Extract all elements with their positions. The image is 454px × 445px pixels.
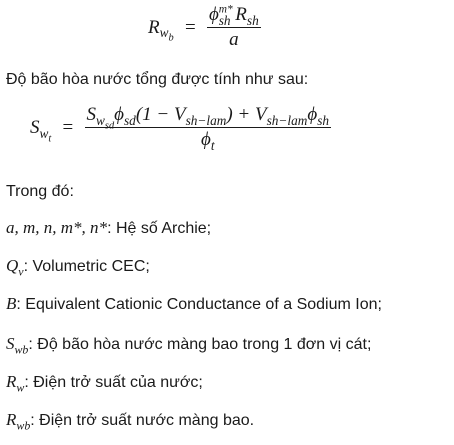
eq-rwb-denominator: a (229, 29, 239, 50)
eq-rwb-fraction (207, 4, 261, 51)
eq-swt-equals: = (62, 116, 74, 138)
definition-description: : Volumetric CEC; (23, 258, 150, 275)
eq-rwb-lhs: $R_{w_b}$ (148, 16, 174, 44)
definition-symbol: $R_w$ (6, 372, 25, 395)
eq-rwb-equals: = (184, 16, 196, 38)
eq-swt-denominator: $\phi_t$ (201, 129, 215, 154)
where-heading: Trong đó: (6, 183, 74, 200)
definition-symbol: $Q_v$ (6, 256, 24, 279)
eq-rwb-numerator: $\phi^{m*}_{sh}$ $R_{sh}$ (208, 3, 259, 28)
definition-item (6, 372, 203, 393)
eq-swt-lhs: $S_{w_t}$ (30, 116, 52, 145)
intro-text: Độ bão hòa nước tổng được tính như sau: (6, 71, 309, 88)
definition-item (6, 294, 382, 315)
definition-description: : Điện trở suất nước màng bao. (30, 412, 255, 429)
definition-symbol: a, m, n, m*, n* (6, 218, 108, 237)
definition-item (6, 256, 150, 277)
eq-swt-numerator: $S_{w_{sd}}\phi_{sd}(1 - V_{sh-lam}) + V_{sh-lam}\phi_{sh}$ (86, 104, 330, 132)
equation-swt (30, 104, 331, 154)
definition-symbol: B (6, 294, 17, 313)
equation-rwb (148, 4, 261, 51)
definition-symbol: $S_{wb}$ (6, 334, 29, 357)
definition-symbol: $R_{wb}$ (6, 410, 31, 433)
definition-description: : Hệ số Archie; (107, 220, 212, 237)
definition-item (6, 410, 254, 431)
definition-description: : Độ bão hòa nước màng bao trong 1 đơn vị cát; (28, 336, 372, 353)
definition-item (6, 218, 211, 239)
definition-description: : Equivalent Cationic Conductance of a Sodium Ion; (16, 296, 382, 313)
eq-swt-fraction (85, 104, 331, 154)
definition-description: : Điện trở suất của nước; (24, 374, 203, 391)
definition-item (6, 334, 371, 355)
